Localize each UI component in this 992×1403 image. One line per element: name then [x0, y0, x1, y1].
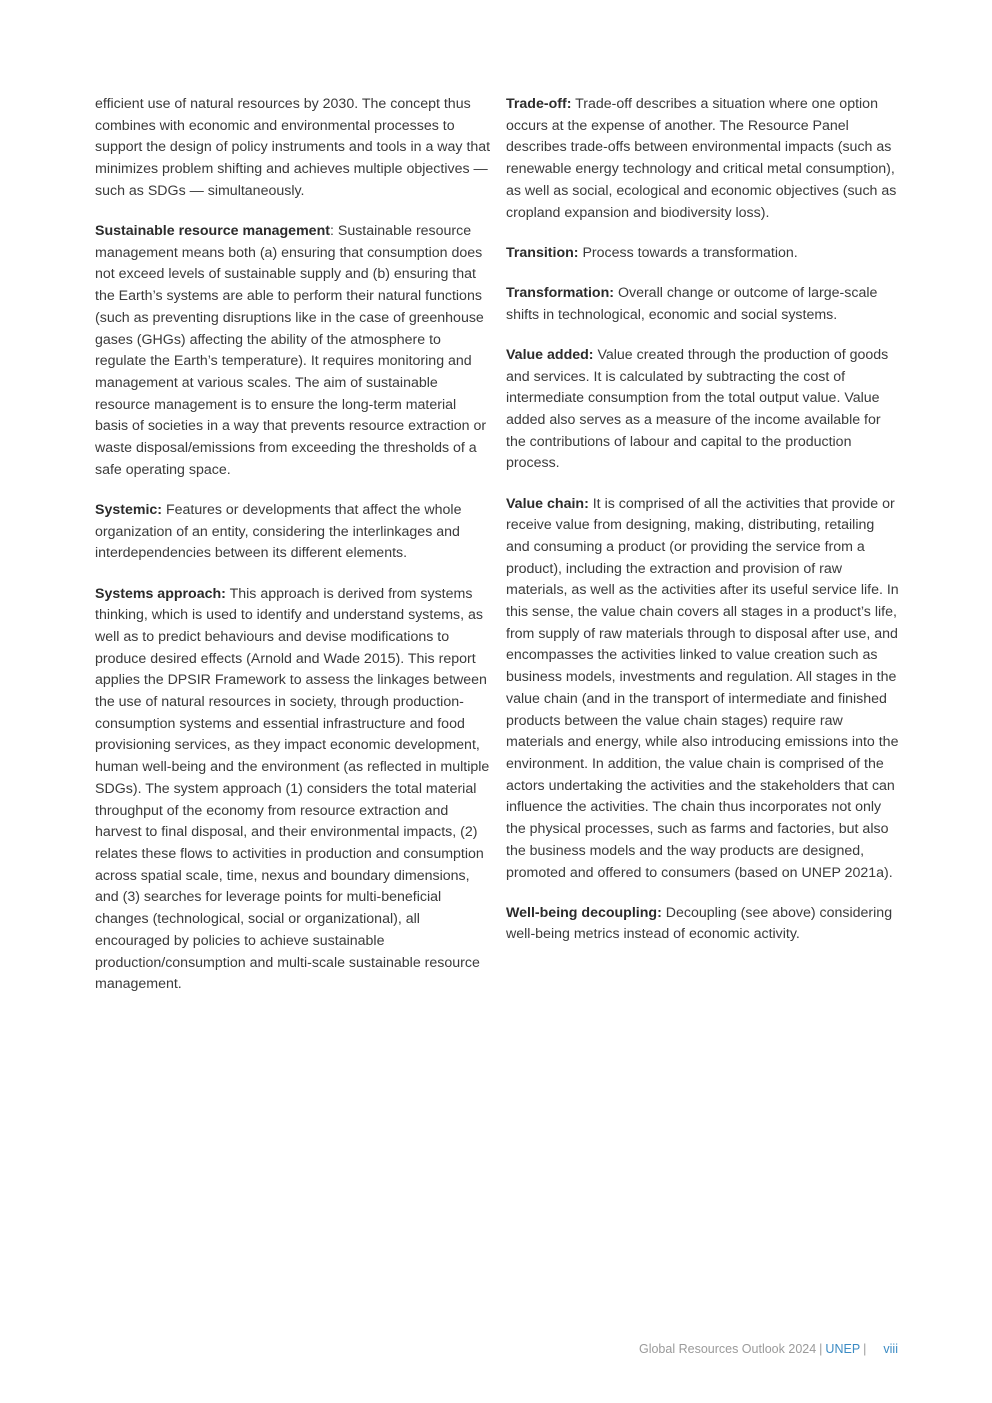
glossary-term: Systemic:	[95, 501, 163, 518]
page-footer	[639, 1341, 898, 1357]
left-column	[95, 94, 491, 1014]
footer-separator: |	[863, 1342, 867, 1356]
glossary-entry-sustainable-resource-management	[95, 221, 491, 481]
glossary-definition: Decoupling (see above) considering well-being metrics instead of economic activity.	[506, 904, 893, 943]
right-column	[506, 94, 900, 965]
intro-paragraph: efficient use of natural resources by 2030. The concept thus combines with economic and environmental processes to support the design of policy instruments and tools in a way that minimizes problem shifting and achieves multiple objectives — such as SDGs — simultaneously.	[95, 96, 491, 199]
glossary-entry-well-being-decoupling	[506, 903, 900, 946]
glossary-term: Well-being decoupling:	[506, 904, 662, 921]
glossary-definition: Overall change or outcome of large-scale shifts in technological, economic and social systems.	[506, 284, 878, 323]
glossary-entry-systemic	[95, 500, 491, 565]
glossary-entry-trade-off	[506, 94, 900, 224]
glossary-definition: : Sustainable resource management means both (a) ensuring that consumption does not exceed levels of sustainable supply and (b) ensuring that the Earth’s systems are able to perform their natural functions (such as preventing disruptions like in the case of greenhouse gases (GHGs) affecting the ability of the atmosphere to regulate the Earth’s temperature). It requires monitoring and management at various scales. The aim of sustainable resource management is to ensure the long-term material basis of societies in a way that prevents resource extraction or waste disposal/emissions from exceeding the thresholds of a safe operating space.	[95, 223, 487, 478]
glossary-entry-systems-approach	[95, 584, 491, 996]
glossary-definition: Value created through the production of goods and services. It is calculated by subtracting the cost of intermediate consumption from the total output value. Value added also serves as a measure of the income available for the contributions of labour and capital to the production process.	[506, 346, 889, 472]
glossary-definition: Process towards a transformation.	[578, 244, 798, 261]
glossary-term: Trade-off:	[506, 96, 572, 112]
glossary-definition: Trade-off describes a situation where one option occurs at the expense of another. The Resource Panel describes trade-offs between environmental impacts (such as renewable energy technology and critical metal consumption), as well as social, ecological and economic objectives (such as cropland expansion and biodiversity loss).	[506, 96, 897, 221]
glossary-entry-value-chain	[506, 494, 900, 885]
glossary-term: Value added:	[506, 346, 594, 363]
glossary-term: Systems approach:	[95, 585, 226, 602]
glossary-definition: Features or developments that affect the whole organization of an entity, considering the interlinkages and interdependencies between its different elements.	[95, 501, 462, 562]
footer-publication-title: Global Resources Outlook 2024	[638, 1342, 817, 1356]
footer-separator: |	[819, 1342, 823, 1356]
glossary-term: Value chain:	[506, 495, 589, 512]
glossary-entry-transformation	[506, 283, 900, 326]
footer-page-number: viii	[883, 1342, 898, 1356]
glossary-definition: This approach is derived from systems thinking, which is used to identify and understand systems, as well as to predict behaviours and devise modifications to produce desired effects (Arnold and Wade 2015). This report applies the DPSIR Framework to assess the linkages between the use of natural resources in society, through production-consumption systems and essential infrastructure and food provisioning services, as they impact economic development, human well-being and the environment (as reflected in multiple SDGs). The system approach (1) considers the total material throughput of the economy from resource extraction and harvest to final disposal, and their environmental impacts, (2) relates these flows to activities in production and consumption across spatial scale, time, nexus and boundary dimensions, and (3) searches for leverage points for multi-beneficial changes (technological, social or organizational), all encouraged by policies to achieve sustainable production/consumption and multi-scale sustainable resource management.	[95, 585, 490, 993]
glossary-term: Transition:	[506, 244, 579, 261]
glossary-entry-value-added	[506, 345, 900, 475]
glossary-term: Transformation:	[506, 284, 614, 301]
glossary-definition: It is comprised of all the activities that provide or receive value from designing, making, distributing, retailing and consuming a product (or providing the service from a product), including the extraction and provision of raw materials, as well as the activities after its useful service life. In this sense, the value chain covers all stages in a product’s life, from supply of raw materials through to disposal after use, and encompasses the activities linked to value creation such as business models, investments and regulation. All stages in the value chain (and in the transport of intermediate and finished products between the value chain stages) require raw materials and energy, while also introducing emissions into the environment. In addition, the value chain is comprised of the actors undertaking the activities and the stakeholders that can influence the activities. The chain thus incorporates not only the physical processes, such as farms and factories, but also the business models and the way products are designed, promoted and offered to consumers (based on UNEP 2021a).	[506, 495, 899, 881]
glossary-term: Sustainable resource management	[95, 223, 330, 240]
footer-organization: UNEP	[825, 1342, 861, 1356]
glossary-entry-transition	[506, 243, 900, 265]
